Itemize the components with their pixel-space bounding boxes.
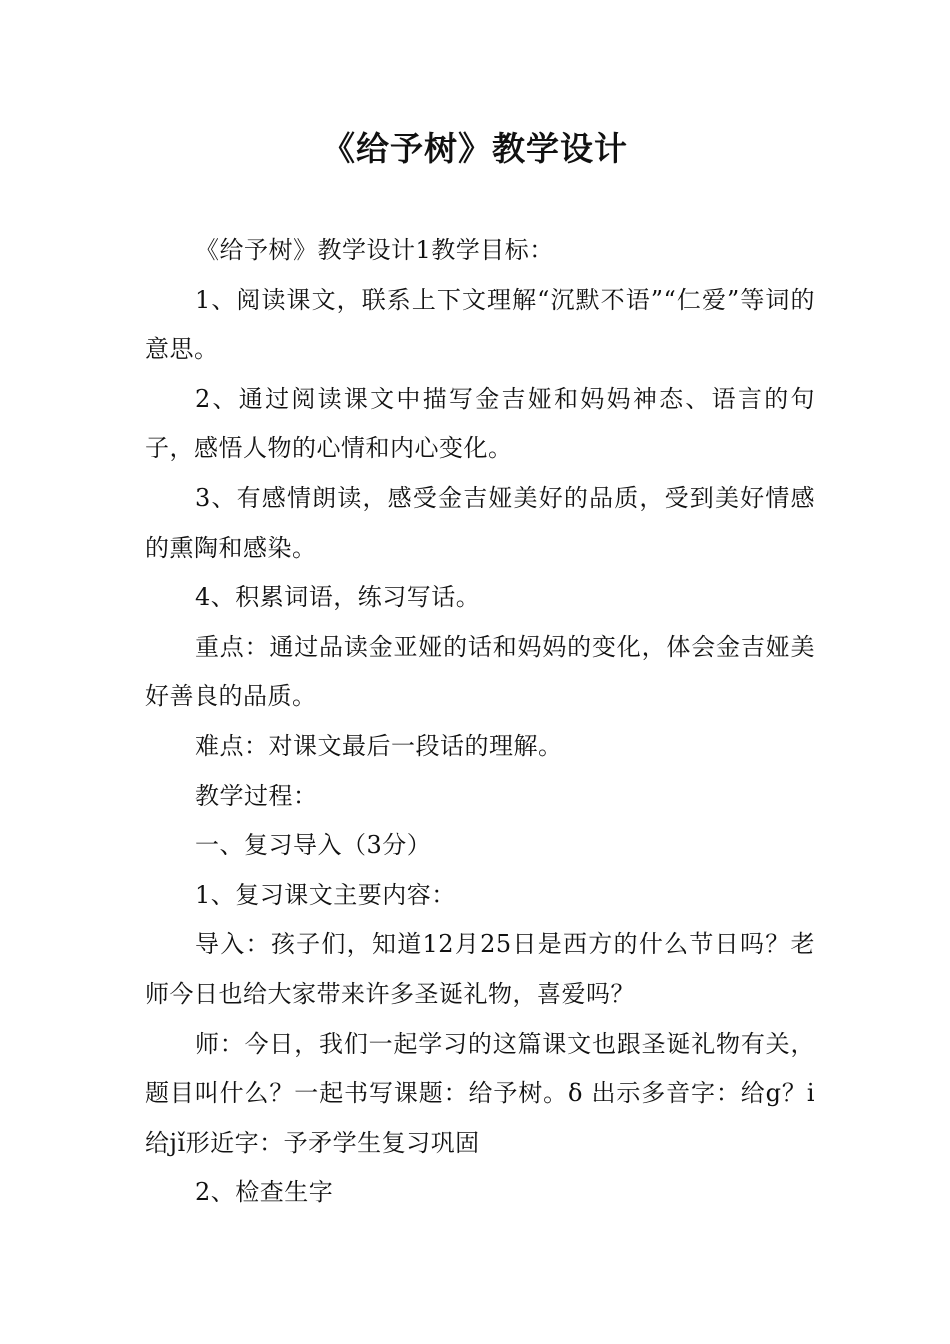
paragraph-key-point: 重点：通过品读金亚娅的话和妈妈的变化，体会金吉娅美好善良的品质。 (145, 632, 815, 711)
paragraph-objective-2: 2、通过阅读课文中描写金吉娅和妈妈神态、语言的句子，感悟人物的心情和内心变化。 (145, 384, 815, 463)
paragraph-check-characters: 2、检查生字 (195, 1178, 334, 1207)
document-body (145, 226, 815, 1218)
paragraph-objective-3: 3、有感情朗读，感受金吉娅美好的品质，受到美好情感的熏陶和感染。 (145, 483, 815, 562)
paragraph-section-1: 一、复习导入（3分） (195, 831, 432, 860)
paragraph-teacher-dialogue: 师：今日，我们一起学习的这篇课文也跟圣诞礼物有关，题目叫什么？一起书写课题：给予树。δ 出示多音字：给g？i给jǐ形近字：予矛学生复习巩固 (145, 1029, 815, 1157)
paragraph-review: 1、复习课文主要内容： (195, 880, 456, 909)
document-title: 《给予树》教学设计 (322, 129, 628, 168)
paragraph-intro: 《给予树》教学设计1教学目标： (195, 236, 554, 264)
paragraph-process-heading: 教学过程： (195, 781, 318, 810)
paragraph-objective-4: 4、积累词语，练习写话。 (195, 583, 481, 612)
paragraph-difficulty: 难点：对课文最后一段话的理解。 (195, 731, 563, 760)
paragraph-introduction-dialogue: 导入：孩子们，知道12月25日是西方的什么节日吗？老师今日也给大家带来许多圣诞礼物，喜爱吗？ (145, 930, 815, 1008)
paragraph-objective-1: 1、阅读课文，联系上下文理解“沉默不语”“仁爱”等词的意思。 (145, 285, 815, 364)
